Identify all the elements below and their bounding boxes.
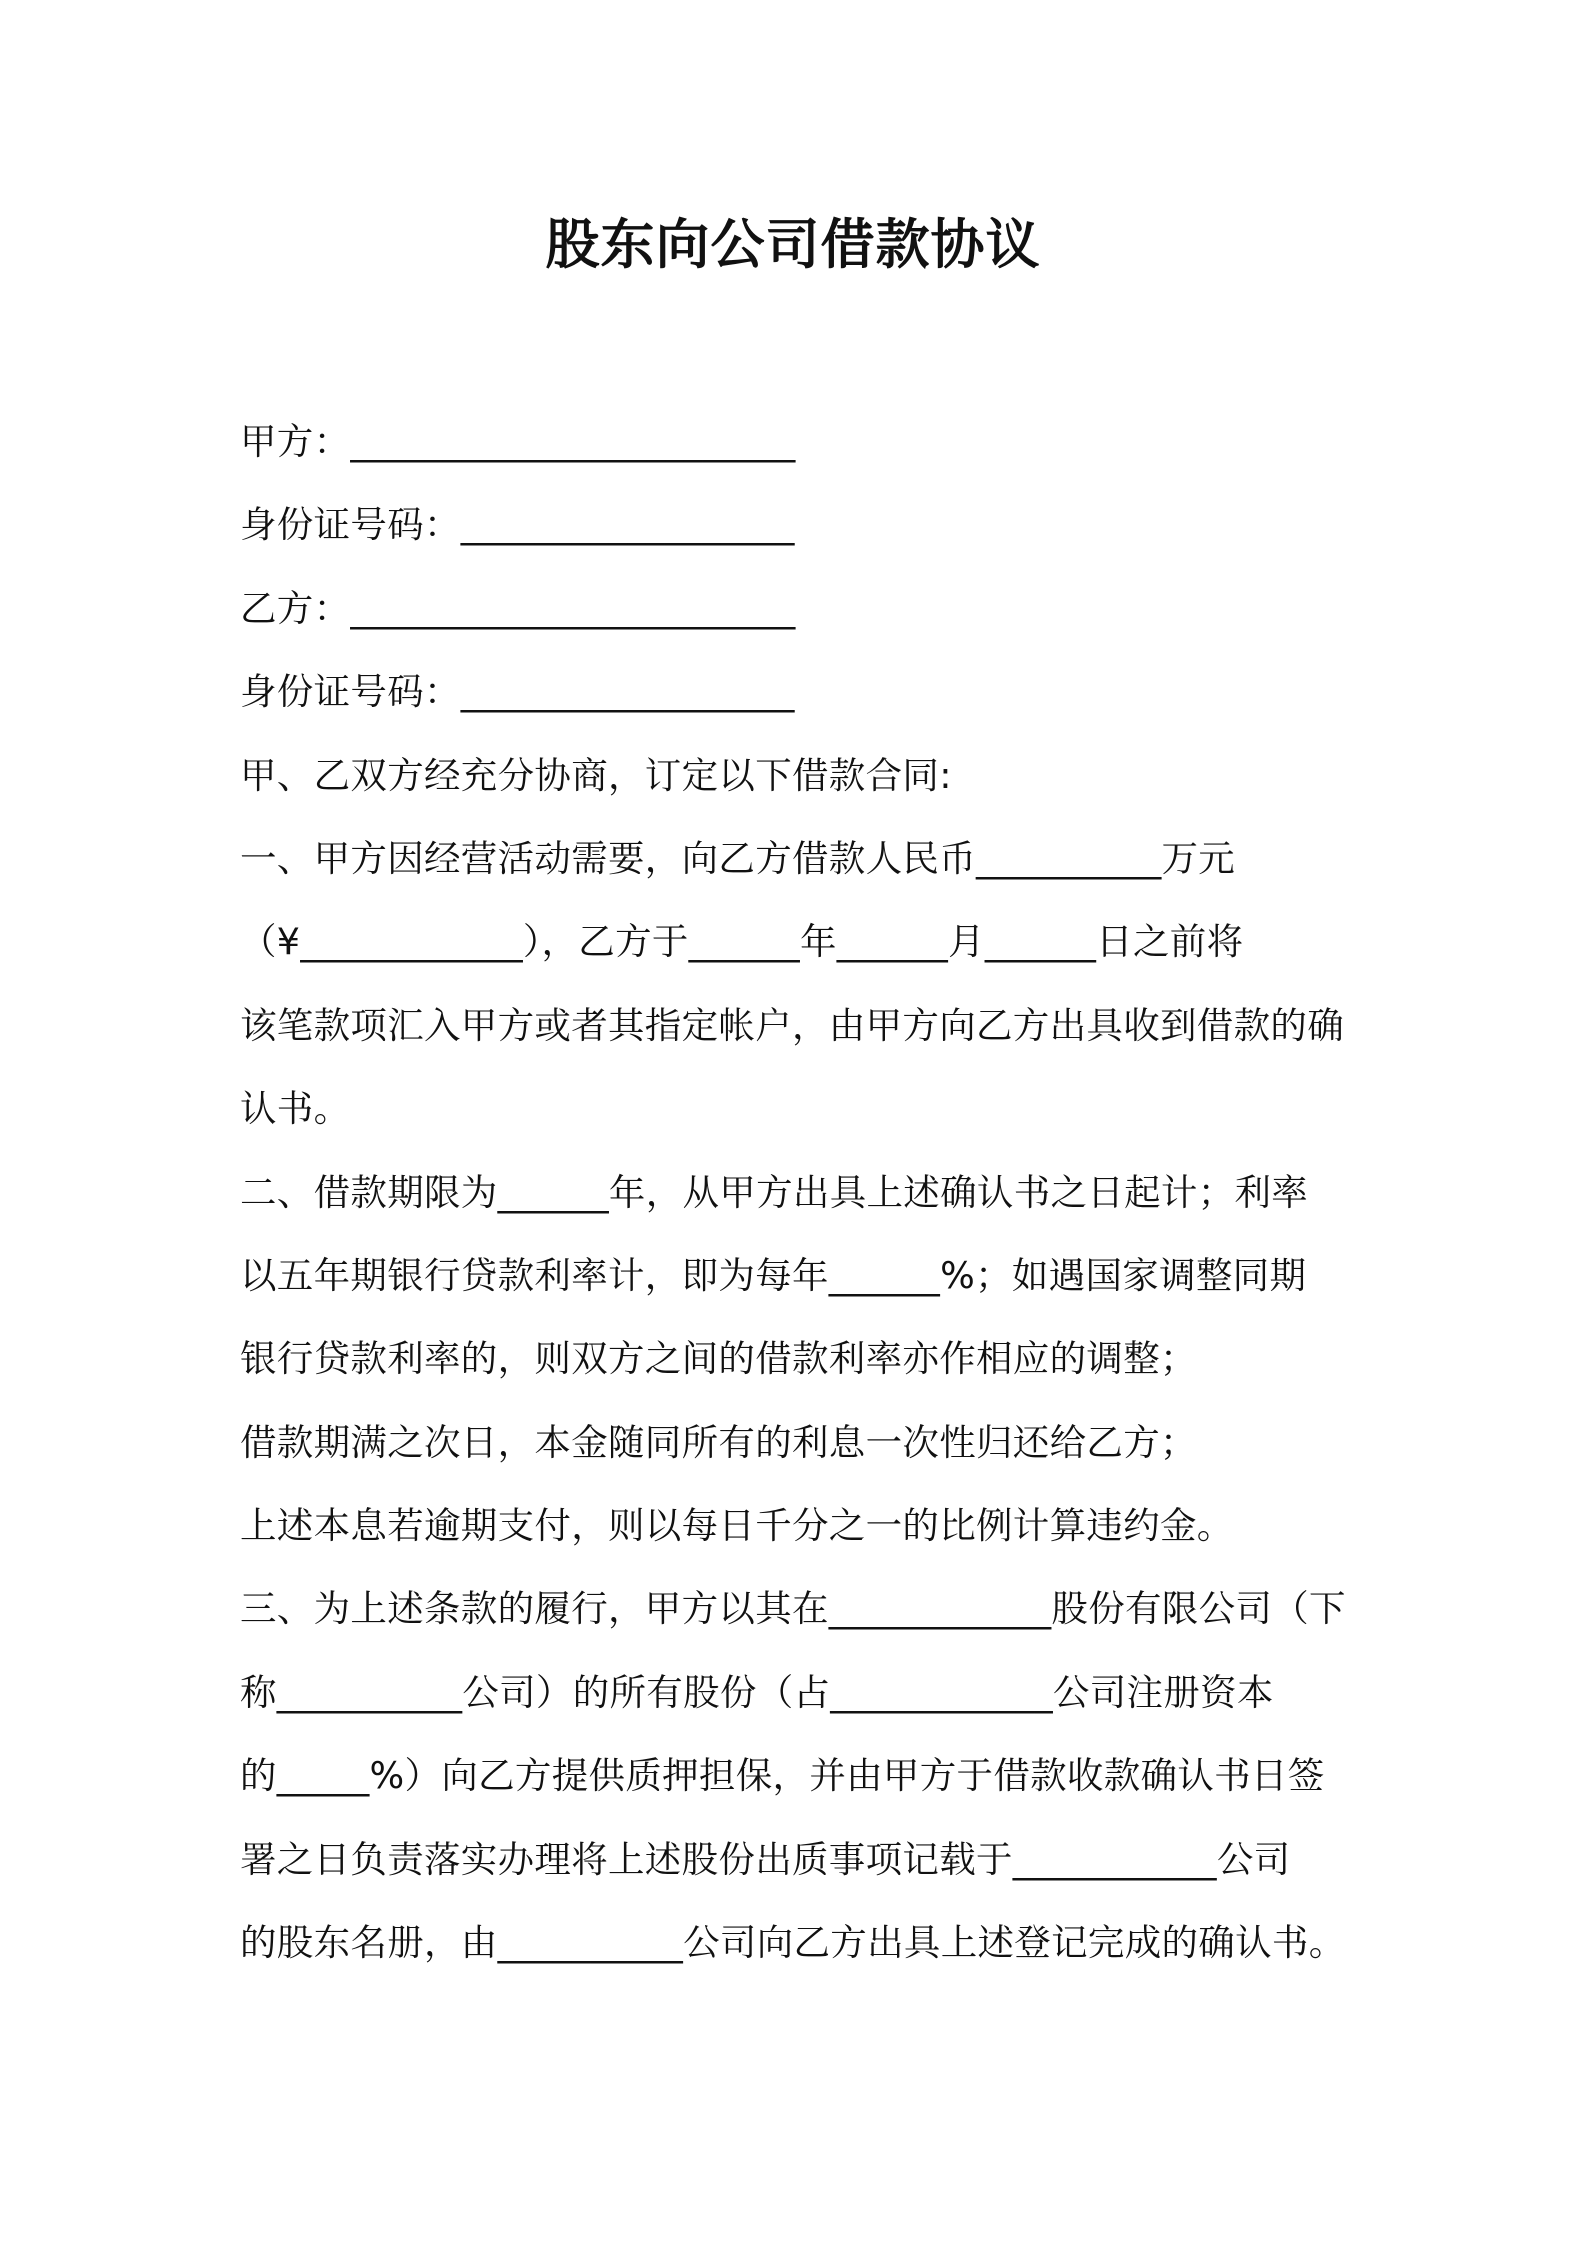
party-b-id-line: 身份证号码：__________________ (240, 670, 795, 714)
document-title: 股东向公司借款协议 (545, 213, 1041, 276)
party-a-id-line: 身份证号码：__________________ (240, 503, 795, 547)
clause-1-line: （¥____________），乙方于______年______月______日之前将 (240, 920, 1244, 964)
clause-3-line: 的股东名册，由__________公司向乙方出具上述登记完成的确认书。 (240, 1921, 1346, 1965)
clause-2-line: 借款期满之次日，本金随同所有的利息一次性归还给乙方； (240, 1420, 1197, 1464)
clause-1-line: 认书。 (240, 1087, 351, 1131)
document-body (240, 400, 1360, 1984)
party-b-line: 乙方：________________________ (240, 586, 796, 630)
clause-2-line: 以五年期银行贷款利率计，即为每年______%；如遇国家调整同期 (240, 1253, 1307, 1297)
preamble-line: 甲、乙双方经充分协商，订定以下借款合同: (240, 753, 952, 797)
clause-3-line: 称__________公司）的所有股份（占____________公司注册资本 (240, 1670, 1274, 1714)
party-a-line: 甲方：________________________ (240, 420, 796, 463)
clause-2-line: 银行贷款利率的，则双方之间的借款利率亦作相应的调整； (240, 1337, 1197, 1381)
clause-3-line: 署之日负责落实办理将上述股份出质事项记载于___________公司 (240, 1837, 1291, 1881)
clause-1-line: 一、甲方因经营活动需要，向乙方借款人民币__________万元 (240, 836, 1236, 880)
clause-1-line: 该笔款项汇入甲方或者其指定帐户，由甲方向乙方出具收到借款的确 (240, 1003, 1344, 1047)
clause-3-line: 的_____%）向乙方提供质押担保，并由甲方于借款收款确认书日签 (240, 1754, 1325, 1798)
clause-2-line: 二、借款期限为______年，从甲方出具上述确认书之日起计；利率 (240, 1170, 1309, 1214)
clause-2-line: 上述本息若逾期支付，则以每日千分之一的比例计算违约金。 (240, 1504, 1234, 1548)
clause-3-line: 三、为上述条款的履行，甲方以其在____________股份有限公司（下 (240, 1587, 1346, 1631)
